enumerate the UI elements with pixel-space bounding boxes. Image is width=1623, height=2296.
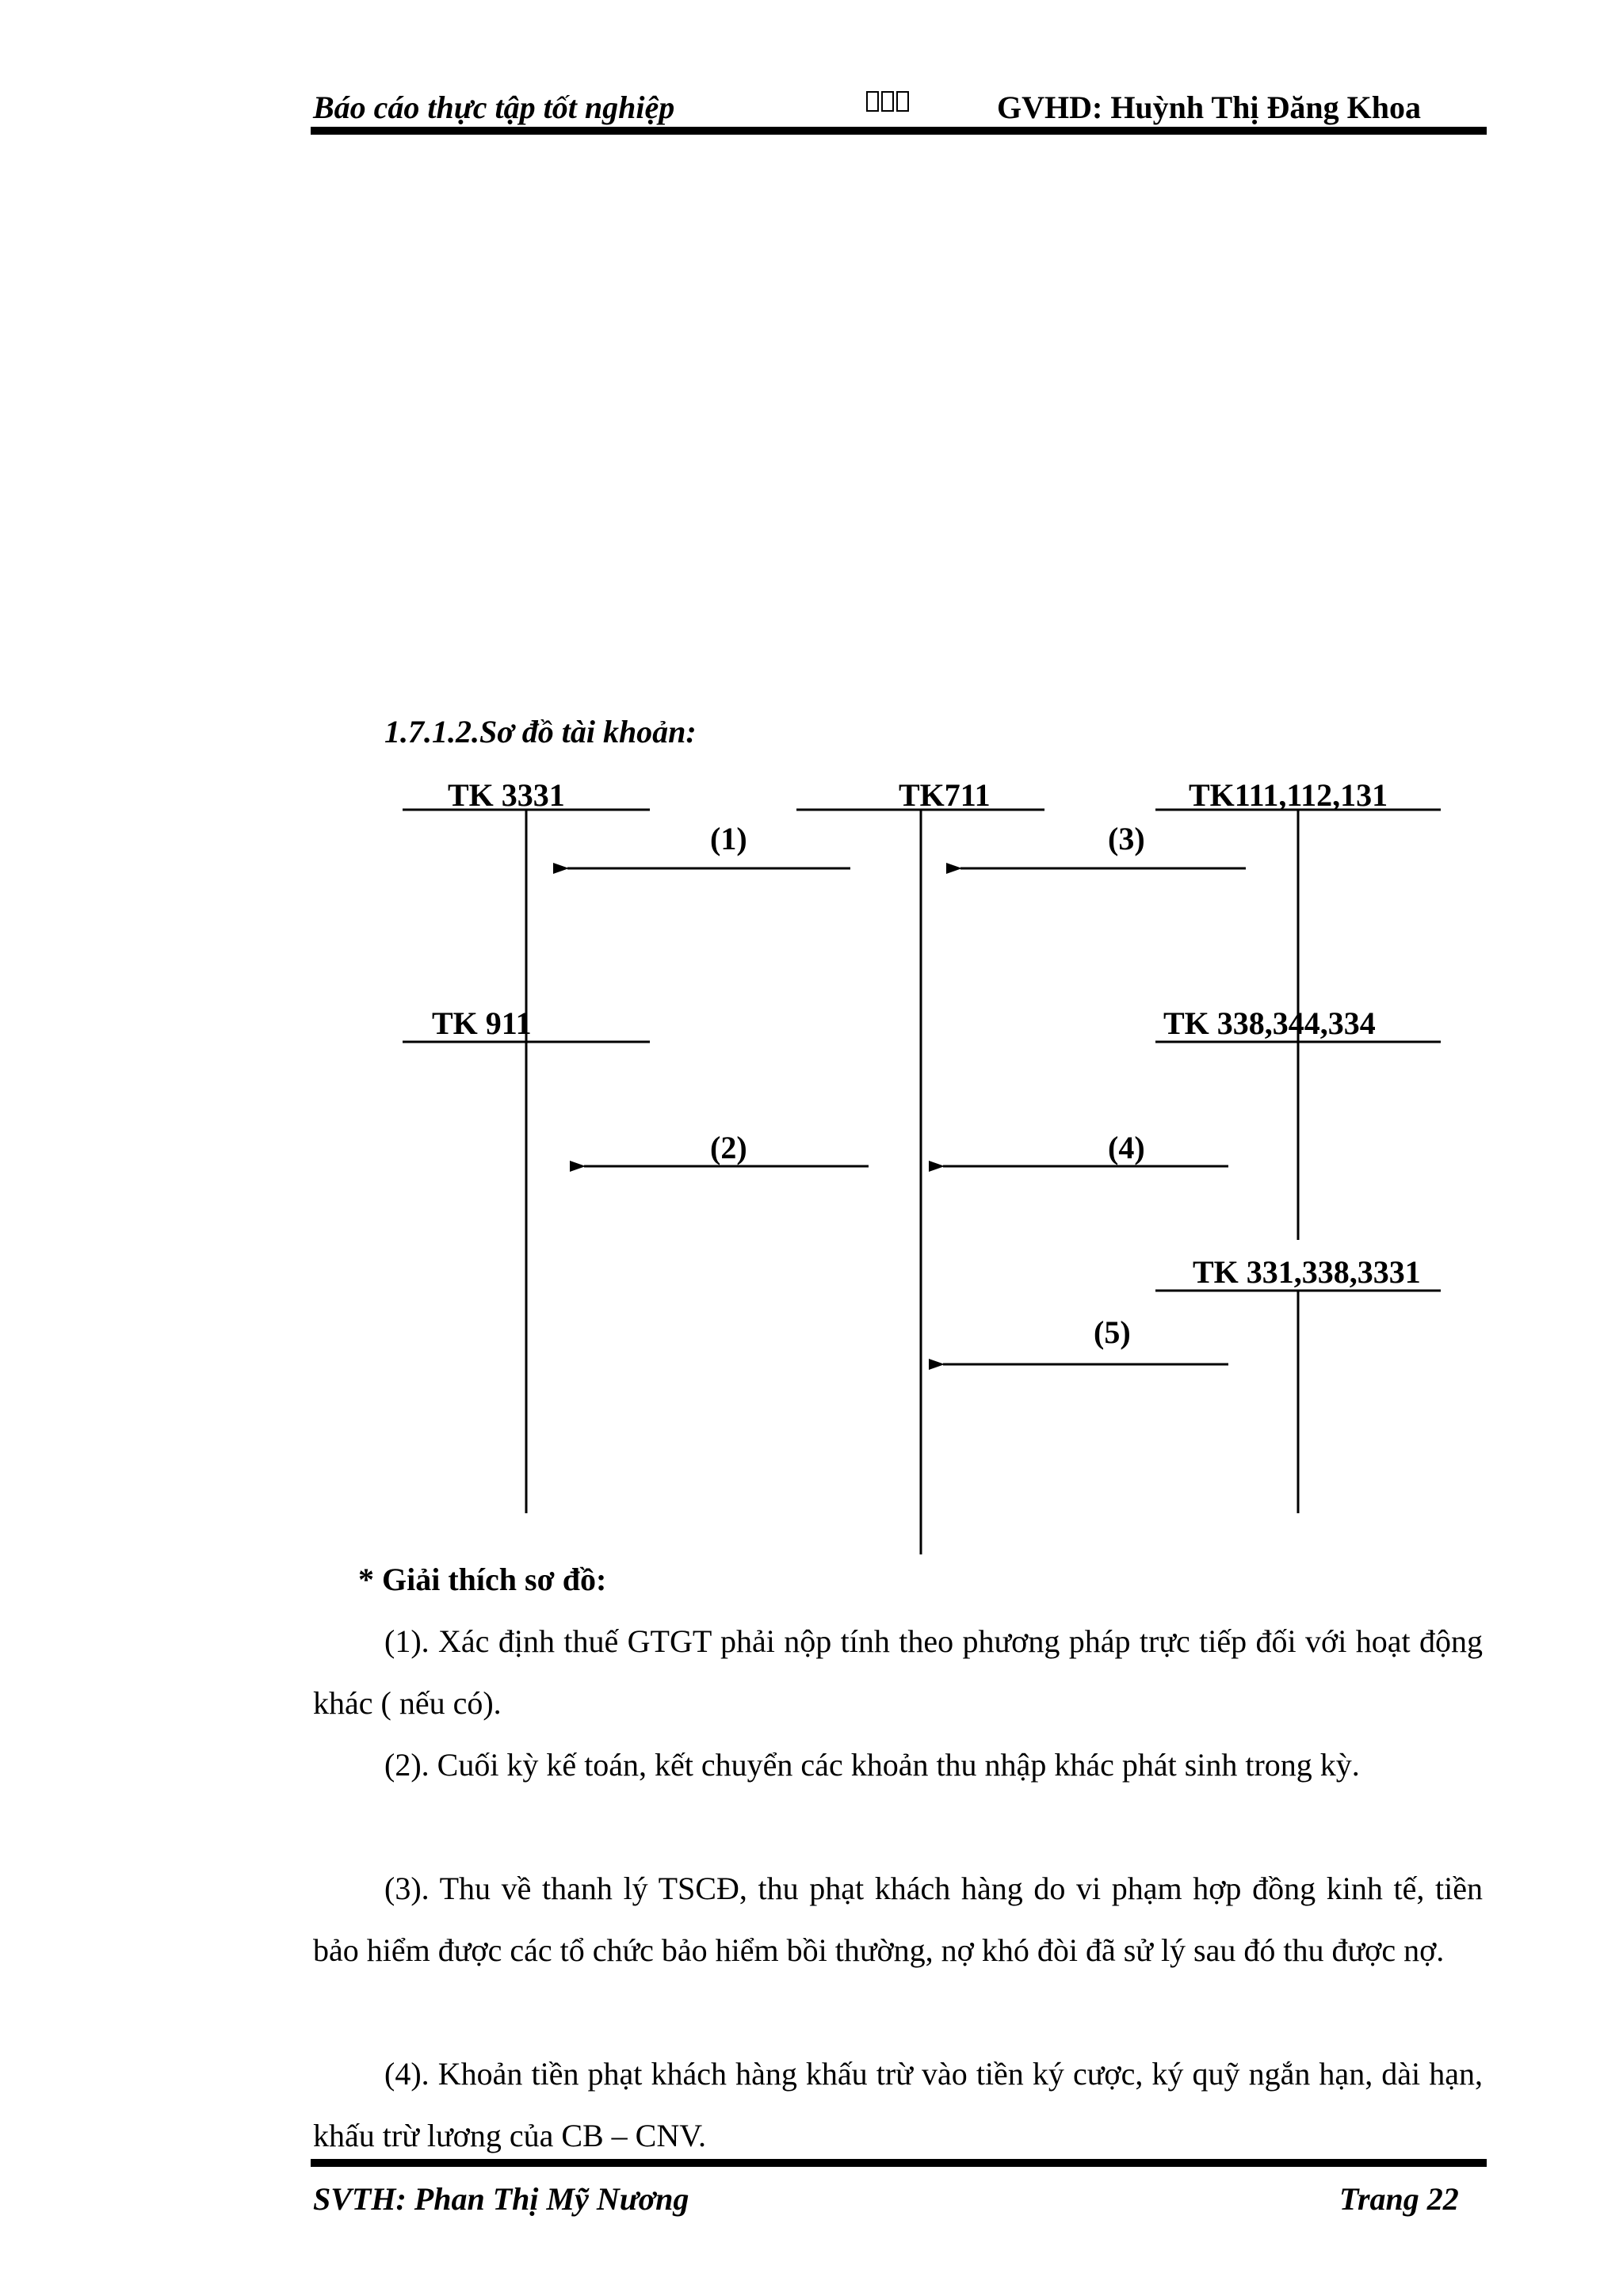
account-label-tk338: TK 338,344,334 (1163, 1005, 1376, 1041)
explanation-item-3: (3). Thu về thanh lý TSCĐ, thu phạt khách hàng do vi phạm hợp đồng kinh tế, tiền bảo hiểm được các tổ chức bảo hiểm bồi thường, nợ khó đòi đã sử lý sau đó thu được nợ. (313, 1871, 1483, 1968)
footer-author: SVTH: Phan Thị Mỹ Nương (313, 2181, 689, 2217)
section-title: 1.7.1.2.Sơ đồ tài khoản: (384, 714, 697, 749)
header-right-text: GVHD: Huỳnh Thị Đăng Khoa (997, 90, 1421, 125)
explanation-item-4: (4). Khoản tiền phạt khách hàng khấu trừ vào tiền ký cược, ký quỹ ngắn hạn, dài hạn, khấu trừ lương của CB – CNV. (313, 2056, 1483, 2153)
account-label-tk711: TK711 (899, 777, 991, 813)
footer-rule (311, 2159, 1487, 2167)
explanation-item-1: (1). Xác định thuế GTGT phải nộp tính theo phương pháp trực tiếp đối với hoạt động khác ( nếu có). (313, 1623, 1483, 1721)
arrow-label-2: (2) (710, 1130, 747, 1165)
account-label-tk911: TK 911 (432, 1005, 532, 1041)
account-label-tk3331: TK 3331 (448, 777, 565, 813)
arrow-label-4: (4) (1108, 1130, 1145, 1165)
account-label-tk111: TK111,112,131 (1189, 777, 1388, 813)
arrow-label-3: (3) (1108, 821, 1145, 856)
explanation-item-2: (2). Cuối kỳ kế toán, kết chuyển các khoản thu nhập khác phát sinh trong kỳ. (384, 1747, 1360, 1783)
account-label-tk331: TK 331,338,3331 (1193, 1254, 1421, 1290)
header-left-text: Báo cáo thực tập tốt nghiệp (313, 90, 675, 125)
arrow-label-5: (5) (1094, 1314, 1131, 1350)
arrow-label-1: (1) (710, 821, 747, 856)
explanation-title: * Giải thích sơ đồ: (358, 1562, 607, 1597)
page-number: Trang 22 (1339, 2181, 1459, 2217)
